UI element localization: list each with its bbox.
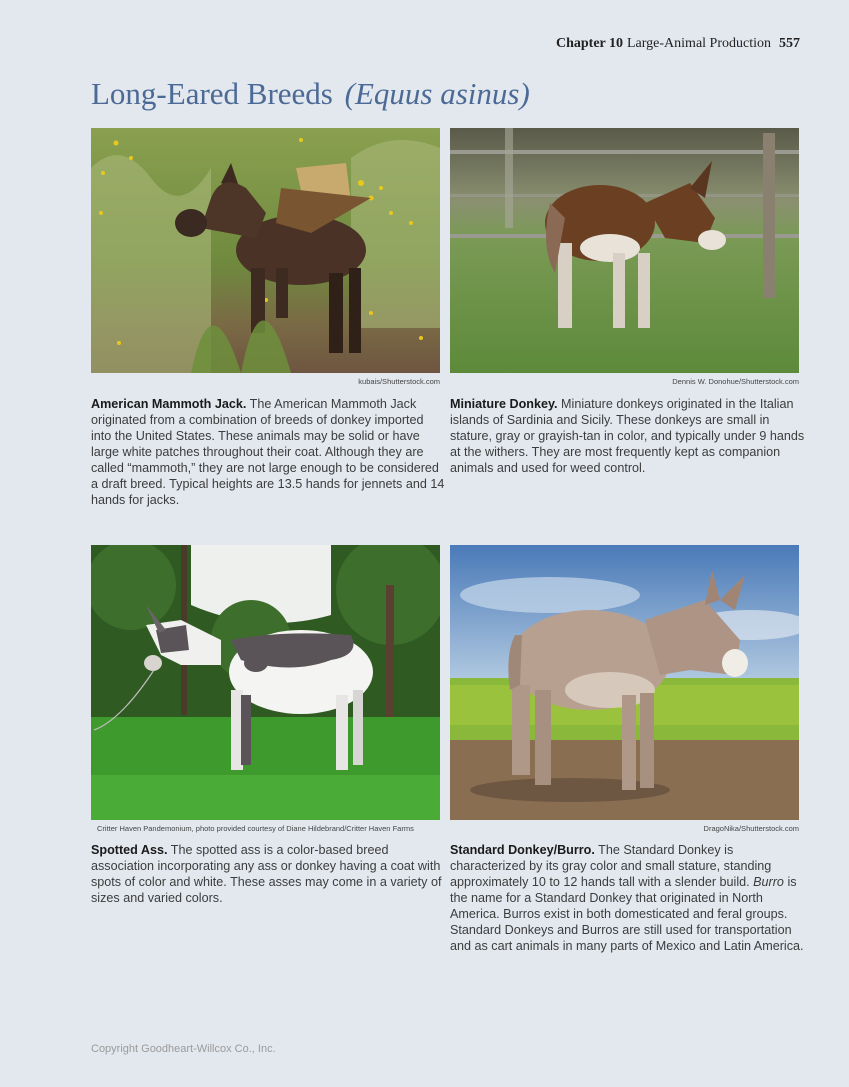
breed-text: The spotted ass is a color-based breed association incorporating any ass or donkey having a coat with spots of color and white. These asses may come in a variety of sizes and varied colors. xyxy=(91,843,442,905)
copyright-footer: Copyright Goodheart-Willcox Co., Inc. xyxy=(91,1043,276,1055)
chapter-title: Large-Animal Production xyxy=(627,36,771,51)
breed-text: The American Mammoth Jack originated from a combination of breeds of donkey imported into the United States. These animals may be solid or have large white patches throughout their coat. Although they are called “mammoth,” they are not large enough to be considered a draft breed. Typical heights are 13.5 hands for jennets and 14 hands for jacks. xyxy=(91,397,445,507)
breed-name: Standard Donkey/Burro. xyxy=(450,843,595,857)
photo-credit: Critter Haven Pandemonium, photo provided courtesy of Diane Hildebrand/Critter Haven Farms xyxy=(97,824,414,833)
chapter-label: Chapter 10 xyxy=(555,36,623,51)
photo-credit: DragoNika/Shutterstock.com xyxy=(703,824,799,833)
photo-miniature-donkey xyxy=(450,128,799,373)
breed-description-american-mammoth-jack xyxy=(91,396,446,508)
page-number: 557 xyxy=(779,36,800,51)
page-title-scientific: (Equus asinus) xyxy=(344,76,530,111)
breed-term-burro: Burro xyxy=(753,875,784,889)
breed-description-spotted-ass xyxy=(91,842,446,906)
breed-text-post: is the name for a Standard Donkey that originated in North America. Burros exist in both domesticated and feral groups. Standard Donkeys and Burros are still used for transportation and as cart animals in many parts of Mexico and Latin America. xyxy=(450,875,804,953)
page-title xyxy=(91,76,530,112)
breed-description-miniature-donkey xyxy=(450,396,805,476)
breed-text-pre: The Standard Donkey is characterized by its gray color and small stature, standing approximately 10 to 12 hands tall with a slender build. xyxy=(450,843,772,889)
breed-name: Miniature Donkey. xyxy=(450,397,558,411)
page-title-main: Long-Eared Breeds xyxy=(91,76,333,111)
photo-american-mammoth-jack xyxy=(91,128,440,373)
breed-name: Spotted Ass. xyxy=(91,843,168,857)
breed-name: American Mammoth Jack. xyxy=(91,397,247,411)
photo-credit: kubais/Shutterstock.com xyxy=(358,377,440,386)
breed-description-standard-donkey-burro xyxy=(450,842,805,954)
photo-credit: Dennis W. Donohue/Shutterstock.com xyxy=(672,377,799,386)
photo-standard-donkey-burro xyxy=(450,545,799,820)
photo-spotted-ass xyxy=(91,545,440,820)
breed-text: Miniature donkeys originated in the Italian islands of Sardinia and Sicily. These donkeys are small in stature, gray or grayish-tan in color, and typically under 9 hands at the withers. They are most frequently kept as companion animals and used for weed control. xyxy=(450,397,805,475)
running-header xyxy=(556,36,800,52)
